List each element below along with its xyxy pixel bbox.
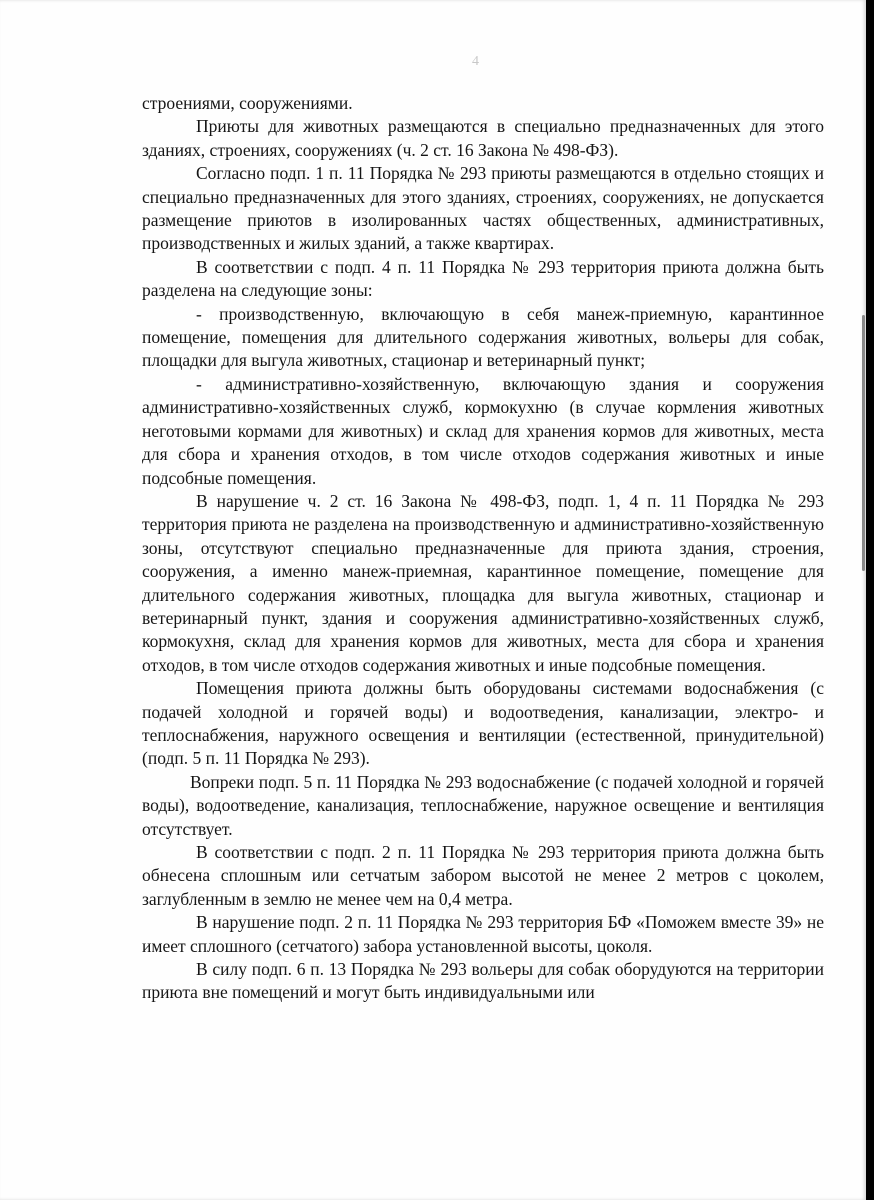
paragraph-zones-intro: В соответствии с подп. 4 п. 11 Порядка № 293 территория приюта должна быть разделена на следующие зоны: (142, 256, 824, 301)
paragraph-fence-violation: В нарушение подп. 2 п. 11 Порядка № 293 территория БФ «Поможем вместе 39» не имеет сплошного (сетчатого) забора установленной высоты, цоколя. (142, 912, 824, 956)
paragraph-violation-zones: В нарушение ч. 2 ст. 16 Закона № 498-ФЗ, подп. 1, 4 п. 11 Порядка № 293 территория приюта не разделена на производственную и административно-хозяйственную зоны, отсутствуют специально предназначенные для приюта здания, строения, сооружения, а именно манеж-приемная, карантинное помещение, помещение для длительного содержания животных, площадка для выгула животных, стационар и ветеринарный пункт, здания и сооружения административно-хозяйственных служб, кормокухня, склад для хранения кормов для животных, места для сбора и хранения отходов, в том числе отходов содержания животных и иные подсобные помещения. (142, 490, 824, 675)
document-body (142, 92, 824, 1005)
paragraph-enclosures: В силу подп. 6 п. 13 Порядка № 293 вольеры для собак оборудуются на территории приюта вне помещений и могут быть индивидуальными или (142, 959, 824, 1003)
page-number: 4 (472, 54, 479, 69)
paragraph-utilities-requirement: Помещения приюта должны быть оборудованы системами водоснабжения (с подачей холодной и горячей воды) и водоотведения, канализации, электро- и теплоснабжения, наружного освещения и вентиляции (естественной, принудительной) (подп. 5 п. 11 Порядка № 293). (142, 678, 824, 769)
paragraph-fence-requirement: В соответствии с подп. 2 п. 11 Порядка № 293 территория приюта должна быть обнесена сплошным или сетчатым забором высотой не менее 2 метров с цоколем, заглубленным в землю не менее чем на 0,4 метра. (142, 842, 824, 909)
paragraph-continuation: строениями, сооружениями. (142, 93, 353, 113)
list-item-production-zone: - производственную, включающую в себя манеж-приемную, карантинное помещение, помещения для длительного содержания животных, вольеры для собак, площадки для выгула животных, стационар и ветеринарный пункт; (142, 303, 824, 371)
scrollbar-thumb[interactable] (862, 315, 865, 571)
paragraph-subpoint-1: Согласно подп. 1 п. 11 Порядка № 293 приюты размещаются в отдельно стоящих и специально предназначенных для этого зданиях, строениях, сооружениях, не допускается размещение приютов в изолированных частях общественных, административных, производственных и жилых зданий, а также квартирах. (142, 163, 824, 254)
list-item-admin-zone: - административно-хозяйственную, включающую здания и сооружения административно-хозяйственных служб, кормокухню (в случае кормления животных неготовыми кормами для животных) и склад для хранения кормов для животных, места для сбора и хранения отходов, в том числе отходов содержания животных и иные подсобные помещения. (142, 373, 824, 488)
paragraph-shelters-placement: Приюты для животных размещаются в специально предназначенных для этого зданиях, строениях, сооружениях (ч. 2 ст. 16 Закона № 498-ФЗ). (142, 116, 824, 160)
paragraph-utilities-violation: Вопреки подп. 5 п. 11 Порядка № 293 водоснабжение (с подачей холодной и горячей воды), водоотведение, канализация, теплоснабжение, наружное освещение и вентиляция отсутствует. (142, 771, 824, 839)
